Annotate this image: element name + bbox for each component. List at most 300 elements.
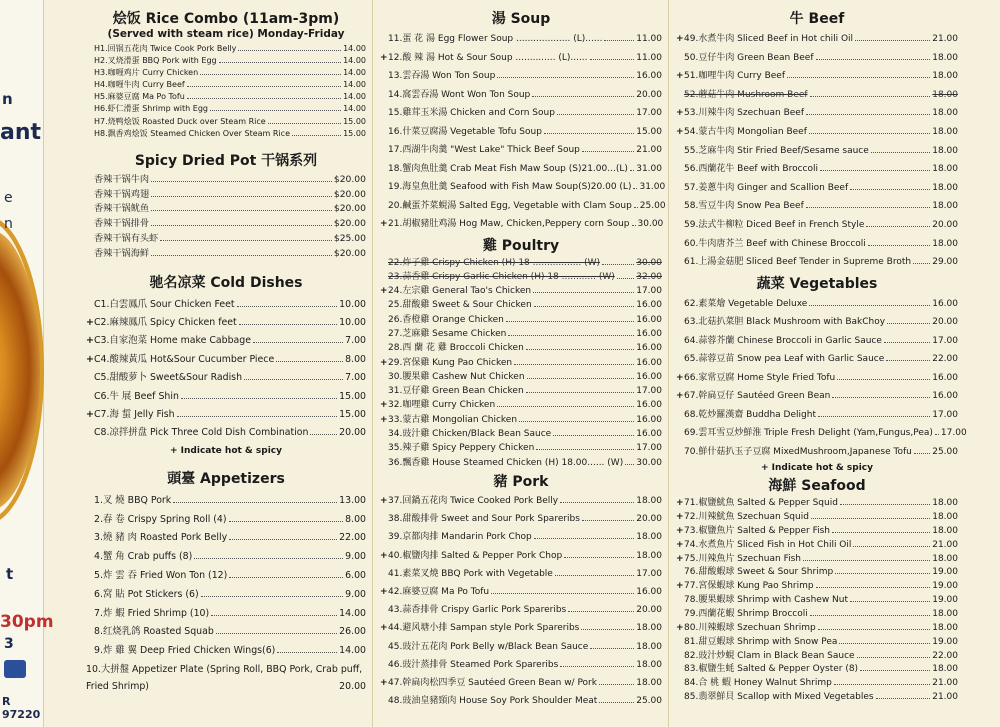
spicy-mark: + <box>380 586 388 597</box>
dot-leader <box>810 96 931 97</box>
appetizer-platter-item <box>86 661 366 695</box>
menu-item <box>86 91 366 103</box>
dot-leader <box>181 398 337 399</box>
item-price: 31.00 <box>636 163 662 174</box>
item-price: 14.00 <box>343 80 366 90</box>
menu-item-list <box>676 30 958 272</box>
item-price: 30.00 <box>637 219 664 229</box>
item-name: 39.京都肉排 Mandarin Pork Chop <box>388 532 532 543</box>
item-price: 16.00 <box>636 586 662 597</box>
dot-leader <box>526 392 635 393</box>
dot-leader <box>177 416 338 417</box>
dot-leader <box>935 434 939 435</box>
cover-hours-fragment: 30pm <box>0 612 54 632</box>
menu-item <box>380 456 662 470</box>
item-name: 64.蒜蓉芥蘭 Chinese Broccoli in Garlic Sauce <box>684 335 882 346</box>
item-name: 67.幹扁豆仔 Sautéed Green Bean <box>684 391 831 402</box>
item-price: 8.00 <box>345 513 366 525</box>
appetizers-section <box>86 468 366 695</box>
dot-leader <box>519 421 634 422</box>
item-name: 3.燒 豬 肉 Roasted Pork Belly <box>94 532 228 544</box>
dot-leader <box>850 189 930 190</box>
item-name: 83.椒鹽生蚝 Salted & Pepper Oyster (8) <box>684 664 859 675</box>
menu-item <box>86 296 366 314</box>
item-price: 21.00 <box>932 678 958 689</box>
menu-item <box>380 583 662 601</box>
item-price: $20.00 <box>333 203 366 215</box>
item-name: 57.姜蔥牛肉 Ginger and Scallion Beef <box>684 182 849 193</box>
spicy-mark: + <box>380 400 388 411</box>
dot-leader <box>810 615 931 616</box>
item-name: H4.咖喱牛肉 Curry Beef <box>94 80 185 90</box>
dot-leader <box>268 123 341 124</box>
item-price: 17.00 <box>932 409 958 420</box>
dot-leader <box>200 74 341 75</box>
menu-item-list <box>380 256 662 470</box>
dot-leader <box>560 502 634 503</box>
item-price: 18.00 <box>932 238 958 249</box>
item-price: 29.00 <box>932 257 958 268</box>
menu-item <box>86 188 366 203</box>
item-name: 70.鮮什菇扒玉子豆腐 MixedMushroom,Japanese Tofu <box>684 446 912 457</box>
menu-item <box>86 548 366 567</box>
dot-leader <box>238 50 341 51</box>
item-name: 77.宮保蝦球 Kung Pao Shrimp <box>684 581 814 592</box>
item-price: 19.00 <box>932 581 958 592</box>
dot-leader <box>806 114 930 115</box>
item-name: 香辣干锅有头虾 <box>94 232 159 244</box>
item-price: $20.00 <box>333 218 366 230</box>
item-price: 20.00 <box>339 680 366 692</box>
menu-item <box>676 49 958 68</box>
menu-item <box>380 215 662 234</box>
item-name: 61.上湯金菇肥 Sliced Beef Tender in Supreme Broth <box>684 257 912 268</box>
spicy-mark: + <box>380 677 388 688</box>
item-name: 13.雲吞湯 Won Ton Soup <box>388 71 496 81</box>
menu-item <box>676 424 967 443</box>
item-name: 17.西湖牛肉羹 "West Lake" Thick Beef Soup <box>388 145 580 155</box>
dot-leader <box>811 518 930 519</box>
menu-item <box>380 370 662 384</box>
menu-item <box>676 197 958 216</box>
item-name: H7.烧鸭烩饭 Roasted Duck over Steam Rice <box>94 116 266 126</box>
spicy-mark: + <box>676 581 684 592</box>
dot-leader <box>803 560 930 561</box>
poultry-section <box>380 235 662 470</box>
dot-leader <box>884 342 930 343</box>
item-name: C6.牛 展 Beef Shin <box>94 390 179 402</box>
item-price: 22.00 <box>339 532 366 544</box>
dot-leader <box>491 593 634 594</box>
item-name: 59.法式牛柳粒 Diced Beef in French Style <box>684 219 865 230</box>
menu-item <box>86 128 366 140</box>
item-name: 52.蘑菇牛肉 Mushroom Beef <box>684 89 808 100</box>
item-price: 18.00 <box>932 71 958 82</box>
item-price: 14.00 <box>339 607 366 619</box>
menu-item <box>380 256 662 270</box>
item-price: 32.00 <box>636 271 662 282</box>
item-name: 5.炸 雲 吞 Fried Won Ton (12) <box>94 569 228 581</box>
seafood-section <box>676 475 958 705</box>
dot-leader <box>816 59 931 60</box>
menu-item <box>380 656 662 674</box>
item-price: 18.00 <box>932 622 958 633</box>
item-name: 54.蒙古牛肉 Mongolian Beef <box>684 126 807 137</box>
menu-item-list <box>86 296 366 443</box>
dot-leader <box>310 434 337 435</box>
item-price: 14.00 <box>343 92 366 102</box>
item-name: 45.豉汁五花肉 Pork Belly w/Black Bean Sauce <box>388 641 589 652</box>
dot-leader <box>244 379 343 380</box>
menu-item <box>380 619 662 637</box>
menu-item <box>676 350 958 369</box>
item-price: 16.00 <box>636 71 662 81</box>
menu-item <box>676 67 958 86</box>
item-name: 42.麻婆豆腐 Ma Po Tofu <box>388 586 490 597</box>
menu-item <box>676 663 958 677</box>
menu-item <box>380 528 662 546</box>
item-price: 16.00 <box>932 391 958 402</box>
menu-item <box>676 497 958 511</box>
dot-leader <box>860 670 930 671</box>
item-price: 16.00 <box>636 314 662 325</box>
menu-item-list <box>86 43 366 140</box>
menu-item <box>676 566 958 580</box>
item-price: 18.00 <box>636 532 662 543</box>
item-name: H3.咖喱鸡片 Curry Chicken <box>94 68 199 78</box>
item-price: 18.00 <box>932 89 958 100</box>
item-price: 18.00 <box>636 677 662 688</box>
menu-item <box>380 441 662 455</box>
menu-item <box>676 179 958 198</box>
dot-leader <box>832 397 930 398</box>
item-price: 14.00 <box>339 645 366 657</box>
item-name: 35.辣子雞 Spicy Peppery Chicken <box>388 443 535 454</box>
dot-leader <box>216 633 337 634</box>
dot-leader <box>497 406 634 407</box>
item-name: 4.蟹 角 Crab puffs (8) <box>94 551 193 563</box>
dot-leader <box>534 306 635 307</box>
dot-leader <box>151 181 332 182</box>
item-price: 11.00 <box>636 34 662 44</box>
menu-item-list <box>86 173 366 262</box>
item-price: 17.00 <box>636 108 662 118</box>
menu-item <box>676 636 958 650</box>
item-price: 22.00 <box>932 354 958 365</box>
item-name: 69.雲耳雪豆炒鮮淮 Triple Fresh Delight (Yam,Fungus,Pea) <box>684 428 933 439</box>
item-price: 19.00 <box>932 567 958 578</box>
dot-leader <box>809 305 930 306</box>
menu-item <box>676 142 958 161</box>
section-title: 湯 Soup <box>491 11 551 27</box>
item-name: 31.豆仔雞 Green Bean Chicken <box>388 386 524 397</box>
spicy-mark: + <box>676 539 684 550</box>
hot-spicy-note: + Indicate hot & spicy <box>761 463 873 474</box>
item-name: H1.回锅五花肉 Twice Cook Pork Belly <box>94 44 237 53</box>
item-price: 9.00 <box>345 588 366 600</box>
spicy-mark: + <box>676 553 684 564</box>
menu-item <box>380 327 662 341</box>
item-name: 37.回鍋五花肉 Twice Cooked Pork Belly <box>388 495 559 506</box>
spicy-mark: + <box>86 353 94 365</box>
spicy-mark: + <box>676 512 684 523</box>
menu-column-1 <box>86 8 366 695</box>
item-name: 41.素菜叉燒 BBQ Pork with Vegetable <box>388 568 553 579</box>
item-price: 18.00 <box>932 126 958 137</box>
dot-leader <box>590 59 635 60</box>
dot-leader <box>151 225 332 226</box>
menu-item <box>676 525 958 539</box>
cover-fold-strip <box>0 0 54 727</box>
item-name: 21.胡椒豬肚鸡湯 Hog Maw, Chicken,Peppery corn Soup <box>388 219 630 229</box>
dot-leader <box>871 152 930 153</box>
hot-spicy-note: + Indicate hot & spicy <box>170 445 282 456</box>
item-price: 14.00 <box>343 68 366 78</box>
item-price: 25.00 <box>639 200 666 211</box>
menu-item <box>86 586 366 605</box>
menu-item <box>676 160 958 179</box>
spicy-mark: + <box>380 357 388 368</box>
dot-leader <box>151 210 332 211</box>
menu-item <box>676 539 958 553</box>
menu-item <box>86 232 366 247</box>
item-name: 60.牛肉唐芥兰 Beef with Chinese Broccoli <box>684 238 866 249</box>
dot-leader <box>173 502 337 503</box>
spicy-mark: + <box>676 498 684 509</box>
item-name: 19.海皇魚肚羹 Seafood with Fish Maw Soup(S)20.00 (L) <box>388 182 632 192</box>
menu-item <box>676 313 958 332</box>
item-price: $20.00 <box>333 188 366 200</box>
dot-leader <box>834 684 930 685</box>
dot-leader <box>568 611 634 612</box>
item-price: 20.00 <box>932 317 958 328</box>
item-name: 82.豉汁炒蜆 Clam in Black Bean Sauce <box>684 650 855 661</box>
cover-address-fragment: R 97220 <box>2 695 41 721</box>
dot-leader <box>557 114 634 115</box>
menu-item-list <box>380 492 662 710</box>
dot-leader <box>229 577 343 578</box>
dot-leader <box>590 648 634 649</box>
dot-leader <box>850 601 930 602</box>
spicy-mark: + <box>676 108 684 119</box>
menu-item <box>676 235 958 254</box>
menu-item <box>86 173 366 188</box>
menu-item <box>676 387 958 406</box>
beef-section <box>676 8 958 272</box>
dot-leader <box>832 532 930 533</box>
menu-item <box>676 406 958 425</box>
item-name: 30.腰果雞 Cashew Nut Chicken <box>388 371 525 382</box>
item-price: 7.00 <box>345 372 366 384</box>
menu-item-list <box>86 492 366 661</box>
item-price: 21.00 <box>932 34 958 44</box>
spicy-mark: + <box>380 623 388 634</box>
item-name: 50.豆仔牛肉 Green Bean Beef <box>684 52 814 63</box>
menu-item <box>380 123 662 142</box>
dot-leader <box>187 98 341 99</box>
item-price: 16.00 <box>932 298 958 309</box>
menu-item <box>86 642 366 661</box>
item-name: 43.蒜香排骨 Crispy Garlic Pork Spareribs <box>388 605 567 616</box>
menu-item <box>676 691 958 705</box>
menu-item <box>86 103 366 115</box>
dot-leader <box>866 226 930 227</box>
dot-leader <box>602 264 634 265</box>
menu-item <box>380 178 666 197</box>
item-price: 8.00 <box>345 353 366 365</box>
item-name: C5.甜酸萝卜 Sweet&Sour Radish <box>94 372 243 384</box>
item-price: 14.00 <box>343 44 366 53</box>
dot-leader <box>835 573 930 574</box>
item-name: 81.甜豆蝦球 Shrimp with Snow Pea <box>684 636 838 647</box>
dot-leader <box>868 245 930 246</box>
section-title: 頭臺 Appetizers <box>167 470 285 487</box>
item-name: 58.雪豆牛肉 Snow Pea Beef <box>684 201 804 212</box>
item-price: 16.00 <box>636 371 662 382</box>
item-name: 20.鹹蛋芥菜蜆湯 Salted Egg, Vegetable with Clam Soup <box>388 200 632 211</box>
dot-leader <box>787 77 930 78</box>
dot-leader <box>527 378 635 379</box>
item-price: 16.00 <box>636 300 662 311</box>
item-name: 63.北菇扒菜胆 Black Mushroom with BakChoy <box>684 317 886 328</box>
dot-leader <box>876 698 931 699</box>
dot-leader <box>913 263 930 264</box>
item-price: 21.00 <box>932 539 958 550</box>
item-price: 18.00 <box>636 659 662 670</box>
item-name: 15.雞茸玉米湯 Chicken and Corn Soup <box>388 108 555 118</box>
item-price: 18.00 <box>932 52 958 63</box>
item-name: C1.白雲鳳爪 Sour Chicken Feet <box>94 298 235 310</box>
item-price: 20.00 <box>636 514 662 525</box>
item-name: 56.西蘭花牛 Beef with Broccoli <box>684 164 818 175</box>
column-divider <box>372 0 373 727</box>
item-price: $25.00 <box>333 232 366 244</box>
dot-leader <box>560 666 634 667</box>
menu-item <box>380 341 662 355</box>
item-price: 18.00 <box>932 525 958 536</box>
item-name: 71.椒鹽魷魚 Salted & Pepper Squid <box>684 498 838 509</box>
dot-leader <box>632 225 636 226</box>
section-title: Spicy Dried Pot 干锅系列 <box>134 152 318 169</box>
item-name: 51.咖哩牛肉 Curry Beef <box>684 71 786 82</box>
dot-leader <box>806 207 930 208</box>
item-name: 55.芝麻牛肉 Stir Fried Beef/Sesame sauce <box>684 145 869 156</box>
item-name: 48.豉油皇豬頸肉 House Soy Pork Shoulder Meat <box>388 696 598 707</box>
section-title: 蔬菜 Vegetables <box>756 275 878 292</box>
menu-item-list <box>380 30 666 234</box>
item-name: 47.幹扁肉松四季豆 Sautéed Green Bean w/ Pork <box>388 677 597 688</box>
menu-item <box>86 351 366 369</box>
item-price: 26.00 <box>339 626 366 638</box>
item-name: C2.麻辣鳳爪 Spicy Chicken feet <box>94 316 237 328</box>
dot-leader <box>211 615 337 616</box>
spicy-mark: + <box>676 391 684 402</box>
menu-item <box>380 547 662 565</box>
menu-item <box>676 622 958 636</box>
item-price: 21.00 <box>932 692 958 703</box>
item-price: 30.00 <box>636 457 662 468</box>
spicy-mark: + <box>380 550 388 561</box>
item-name: 22.炸子雞 Crispy Chicken (H) 18 ................. (W) <box>388 257 601 268</box>
menu-item <box>380 638 662 656</box>
dot-leader <box>809 133 930 134</box>
item-name: 46.豉汁蒸排骨 Steamed Pork Spareribs <box>388 659 559 670</box>
cover-text-fragment: t <box>6 565 14 583</box>
item-name: 73.椒鹽魚片 Salted & Pepper Fish <box>684 525 831 536</box>
dragon-art <box>0 230 40 510</box>
item-price: 18.00 <box>932 201 958 212</box>
menu-item <box>86 116 366 128</box>
item-price: 18.00 <box>932 512 958 523</box>
menu-item <box>380 398 662 412</box>
dot-leader <box>816 587 931 588</box>
item-name: 16.什菜豆腐湯 Vegetable Tofu Soup <box>388 126 542 137</box>
item-name: C3.自家泡菜 Home make Cabbage <box>94 335 252 347</box>
menu-item <box>380 313 662 327</box>
vegetables-section <box>676 273 967 474</box>
item-price: 15.00 <box>339 408 366 420</box>
item-price: 16.00 <box>636 414 662 425</box>
item-price: 6.00 <box>345 569 366 581</box>
menu-item <box>86 247 366 262</box>
item-name: 75.川辣魚片 Szechuan Fish <box>684 553 802 564</box>
dot-leader <box>604 40 634 41</box>
item-price: 18.00 <box>636 623 662 634</box>
item-name: 76.甜酸蝦球 Sweet & Sour Shrimp <box>684 567 834 578</box>
menu-item <box>676 369 958 388</box>
menu-item <box>86 424 366 442</box>
item-name: 40.椒鹽肉排 Salted & Pepper Pork Chop <box>388 550 563 561</box>
menu-item <box>380 510 662 528</box>
menu-item <box>86 605 366 624</box>
dot-leader <box>229 521 344 522</box>
dot-leader <box>581 629 634 630</box>
item-name: 香辣干锅排骨 <box>94 218 150 230</box>
item-price: 25.00 <box>636 696 662 707</box>
cover-text-fragment: e <box>4 190 13 206</box>
item-price: 21.00 <box>636 145 662 155</box>
dot-leader <box>853 546 930 547</box>
dot-leader <box>564 557 634 558</box>
item-price: 14.00 <box>343 56 366 66</box>
spicy-mark: + <box>380 219 388 229</box>
item-name: C7.海 蜇 Jelly Fish <box>94 408 175 420</box>
dot-leader <box>194 558 343 559</box>
menu-item <box>380 270 662 284</box>
spicy-mark: + <box>380 414 388 425</box>
item-name: 80.川辣蝦球 Szechuan Shrimp <box>684 622 816 633</box>
item-price: 9.00 <box>345 551 366 563</box>
spicy-mark: + <box>676 71 684 82</box>
item-name: 38.甜酸排骨 Sweet and Sour Pork Spareribs <box>388 514 580 525</box>
item-price: 11.00 <box>636 52 662 63</box>
menu-item <box>86 43 366 55</box>
dot-leader <box>625 464 634 465</box>
dried-pot-section <box>86 150 366 262</box>
item-name: H8.飘香鸡烩饭 Steamed Chicken Over Steam Rice <box>94 128 290 138</box>
cover-text-fragment: ant <box>0 120 42 145</box>
menu-item <box>380 49 662 68</box>
item-name: 68.乾炒羅漢齋 Buddha Delight <box>684 409 816 420</box>
dot-leader <box>818 416 930 417</box>
item-price: $20.00 <box>333 173 366 185</box>
menu-item <box>676 104 958 123</box>
item-name: 香辣干锅牛肉 <box>94 173 150 185</box>
item-name: H2.叉烧滑蛋 BBQ Pork with Egg <box>94 56 217 66</box>
item-name: 53.川辣牛肉 Szechuan Beef <box>684 108 805 119</box>
menu-item <box>676 30 958 49</box>
spicy-mark: + <box>676 372 684 383</box>
